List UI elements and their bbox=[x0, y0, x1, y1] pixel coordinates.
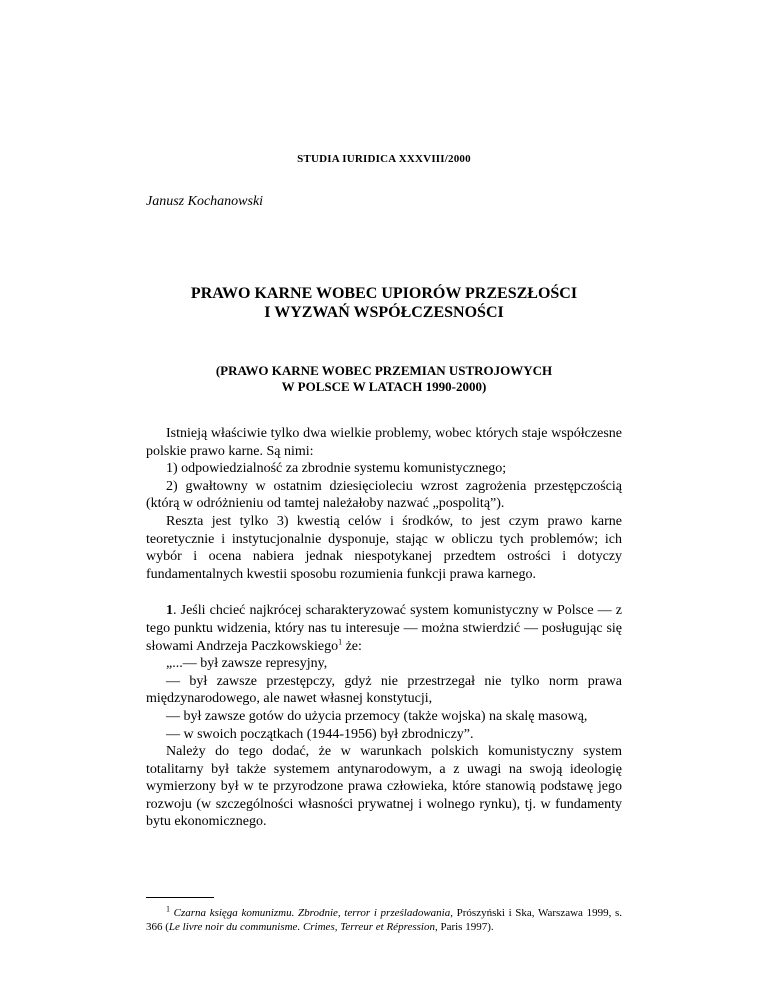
title-line-1: PRAWO KARNE WOBEC UPIORÓW PRZESZŁOŚCI bbox=[190, 285, 578, 302]
footnote-divider bbox=[146, 897, 214, 898]
footnote-publisher: , Prószyński i Ska, Warszawa 1999, s. 366 ( bbox=[146, 907, 623, 933]
article-body bbox=[146, 425, 622, 831]
footnote-ref[interactable]: 1 bbox=[338, 636, 343, 646]
footnote bbox=[146, 906, 622, 934]
article-title bbox=[0, 284, 768, 322]
footnote-number: 1 bbox=[166, 904, 170, 914]
intro-list-item-2: 2) gwałtowny w ostatnim dziesięcioleciu wzrost zagrożenia przestępczością (którą w odróżnieniu od tamtej należałoby nazwać „pospolitą”). bbox=[146, 478, 622, 512]
section-1-lead-end: że: bbox=[342, 638, 362, 654]
intro-paragraph-2: Reszta jest tylko 3) kwestią celów i środków, to jest czym prawo karne teoretycznie i instytucjonalnie dysponuje, stając w obliczu tych problemów; ich wybór i ocena nabiera jednak niespotykanej przedtem ostrości i dotyczy fundamentalnych kwestii sposobu rozumienia funkcji prawa karnego. bbox=[146, 513, 622, 582]
intro-paragraph: Istnieją właściwie tylko dwa wielkie problemy, wobec których staje współczesne polskie prawo karne. Są nimi: bbox=[146, 426, 622, 459]
footnote-end: , Paris 1997). bbox=[434, 921, 494, 933]
author-name: Janusz Kochanowski bbox=[146, 194, 264, 209]
quote-line-2: — był zawsze przestępczy, gdyż nie przestrzegał nie tylko norm prawa międzynarodowego, ale nawet własnej konstytucji, bbox=[146, 673, 622, 707]
quote-line-1: „...— był zawsze represyjny, bbox=[166, 656, 328, 672]
intro-list-item-1: 1) odpowiedzialność za zbrodnie systemu komunistycznego; bbox=[166, 461, 507, 477]
article-subtitle bbox=[0, 363, 768, 395]
section-1-lead: . Jeśli chcieć najkrócej scharakteryzować system komunistyczny w Polsce — z tego punktu widzenia, który nas tu interesuje — można stwierdzić — posługując się słowami Andrzeja Paczkowskiego bbox=[146, 603, 622, 654]
title-line-2: I WYZWAŃ WSPÓŁCZESNOŚCI bbox=[264, 304, 504, 321]
quote-line-3: — był zawsze gotów do użycia przemocy (także wojska) na skalę masową, bbox=[166, 708, 588, 724]
footnote-title-fr: Le livre noir du communisme. Crimes, Terreur et Répression bbox=[168, 921, 435, 933]
footnote-title-pl: Czarna księga komunizmu. Zbrodnie, terror i prześladowania bbox=[173, 907, 451, 919]
section-number: 1 bbox=[166, 603, 173, 619]
quote-line-4: — w swoich początkach (1944-1956) był zbrodniczy”. bbox=[166, 726, 474, 742]
journal-series-header: STUDIA IURIDICA XXXVIII/2000 bbox=[297, 153, 471, 165]
subtitle-line-1: (PRAWO KARNE WOBEC PRZEMIAN USTROJOWYCH bbox=[215, 363, 553, 378]
section-1-paragraph bbox=[146, 602, 622, 655]
closing-paragraph: Należy do tego dodać, że w warunkach polskich komunistyczny system totalitarny był także systemem antynarodowym, a z uwagi na swoją ideologię wymierzony był w te przyrodzone prawa człowieka, które stanowią podstawę jego rozwoju (w szczególności własności prywatnej i wolnego rynku), tj. w fundamenty bytu ekonomicznego. bbox=[146, 744, 622, 830]
subtitle-line-2: W POLSCE W LATACH 1990-2000) bbox=[281, 379, 487, 394]
